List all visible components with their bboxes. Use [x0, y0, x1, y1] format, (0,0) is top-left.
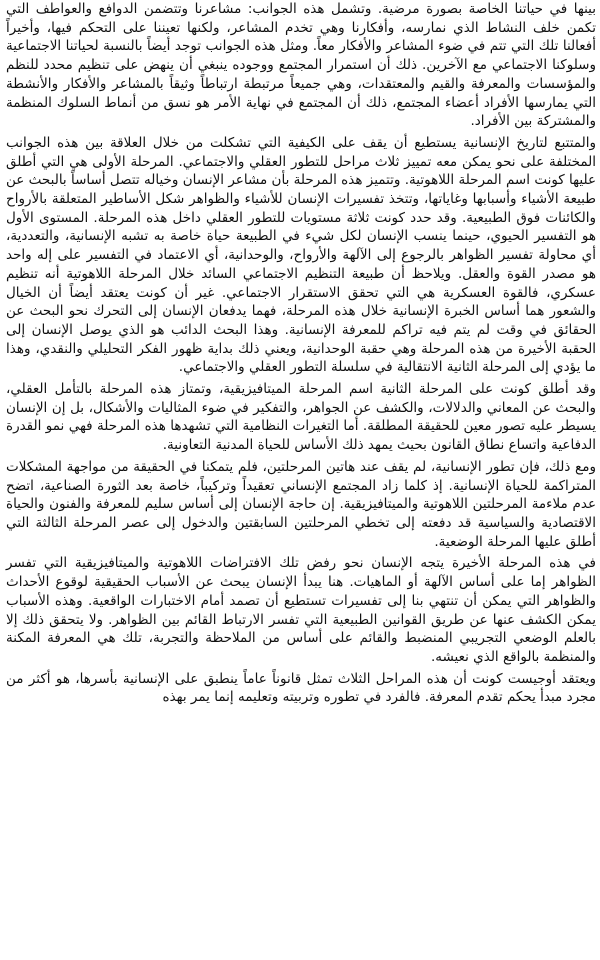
paragraph-theological-stage: والمتتبع لتاريخ الإنسانية يستطيع أن يقف على الكيفية التي تشكلت من خلال العلاقة بين هذه الجوانب المختلفة على نحو يمكن معه تمييز ثلاث مراحل للتطور العقلي والاجتماعي. المرحلة الأولى هي التي أطلق عليها كونت اسم المرحلة اللاهوتية. وتتميز هذه المرحلة بأن مشاعر الإنسان وخياله تتصل أساساً بالبحث عن طبيعة الأشياء وأسبابها وغاياتها، وتتخذ تفسيرات الإنسان للأشياء والظواهر شكل الأساطير المتعلقة بالأرواح والكائنات فوق الطبيعية. وقد حدد كونت ثلاثة مستويات للتطور العقلي داخل هذه المرحلة. المستوى الأول هو التفسير الحيوي، حينما ينسب الإنسان لكل شيء في الطبيعة حياة خاصة به تشبه الإنسانية، والتعددية، أي محاولة تفسير الظواهر بالرجوع إلى الآلهة والأرواح، والوحدانية، أي الاعتماد في التفسير على إله واحد هو مصدر القوة والعقل. ويلاحظ أن طبيعة التنظيم الاجتماعي السائد خلال المرحلة اللاهوتية أنه تنظيم عسكري، فالقوة العسكرية هي التي تحقق الاستقرار الاجتماعي. غير أن كونت يعتقد أيضاً أن الخيال والشعور هما أساس الخبرة الإنسانية خلال هذه المرحلة، فهما يدفعان الإنسان إلى التحرك نحو البحث عن الحقائق في وقت لم يتم فيه تراكم للمعرفة الإنسانية. وهذا البحث الدائب هو الذي يوصل الإنسان إلى الحقبة الأخيرة من هذه المرحلة وهي حقبة الوحدانية، ويعني ذلك بداية ظهور الفكر التحليلي والنقدي، وهذا ما يؤدي إلى المرحلة الثانية الانتقالية في سلسلة التطور العقلي والاجتماعي. — [6, 134, 596, 376]
paragraph-positive-stage: في هذه المرحلة الأخيرة يتجه الإنسان نحو رفض تلك الافتراضات اللاهوتية والميتافيزيقية التي تفسر الظواهر إما على أساس الآلهة أو الماهيات. هنا يبدأ الإنسان يبحث عن الأسباب الحقيقية لوقوع الأحداث والظواهر التي يمكن أن تنتهي بنا إلى تفسيرات تستطيع أن تصمد أمام الاختبارات الواقعية. وهذه الأسباب يمكن الكشف عنها عن طريق القوانين الطبيعية التي تفسر الارتباط القائم بين الظواهر. ولا يتحقق ذلك إلا بالعلم الوضعي التجريبي المنضبط والقائم على أساس من الملاحظة والتجربة، تلك هي المعرفة المكنة والمنظمة بالواقع الذي نعيشه. — [6, 555, 596, 665]
paragraph-transition: ومع ذلك، فإن تطور الإنسانية، لم يقف عند هاتين المرحلتين، فلم يتمكنا في الحقيقة من مواجهة المشكلات المتراكمة للحياة الإنسانية. إذ كلما زاد المجتمع الإنساني تعقيداً وتركيباً، خاصة بعد الثورة الصناعية، اتضح عدم ملاءمة المرحلتين اللاهوتية والميتافيزيقية. إن حاجة الإنسان إلى أساس سليم للمعرفة والفنون والحياة الاقتصادية والسياسية قد دفعته إلى تخطي المرحلتين السابقتين والدخول إلى عصر المرحلة الثالثة التي أطلق عليها المرحلة الوضعية. — [6, 458, 596, 550]
paragraph-metaphysical-stage: وقد أطلق كونت على المرحلة الثانية اسم المرحلة الميتافيزيقية، وتمتاز هذه المرحلة بالتأمل العقلي، والبحث عن المعاني والدلالات، والكشف عن الجواهر، والتفكير في ضوء المثاليات والأشكال، بل إن الإنسان يسيطر عليه تصور معين للحقيقة المطلقة. أما التغيرات النظامية التي تشهدها هذه المرحلة فهي نمو القدرة الدفاعية واتساع نطاق القانون بحيث يمهد ذلك الأساس للحياة المدنية التعاونية. — [6, 381, 596, 454]
paragraph-general-law: ويعتقد أوجيست كونت أن هذه المراحل الثلاث تمثل قانوناً عاماً ينطبق على الإنسانية بأسرها، هو أكثر من مجرد مبدأ يحكم تقدم المعرفة. فالفرد في تطوره وتربيته وتعليمه إنما يمر بهذه — [6, 670, 596, 706]
paragraph-intro: بينها في حياتنا الخاصة بصورة مرضية. وتشمل هذه الجوانب: مشاعرنا وتتضمن الدوافع والعواطف التي تكمن خلف النشاط الذي نمارسه، وأفكارنا وهي تخدم المشاعر، ولكنها تعيننا على التحكم فيها، وأخيراً أفعالنا تلك التي تتم في ضوء المشاعر والأفكار معاً. ومثل هذه الجوانب توجد أيضاً بالنسبة لحياتنا الاجتماعية وسلوكنا الاجتماعي مع الآخرين. ذلك أن استمرار المجتمع ووجوده ينبغي أن ينهض على تنظيم محدد للنظم والمؤسسات والمعرفة والقيم والمعتقدات، وهي جميعاً مرتبطة ارتباطاً وثيقاً بالمشاعر والأفكار والأنشطة التي يمارسها الأفراد أعضاء المجتمع، ذلك أن المجتمع في نهاية الأمر هو نسق من أنماط السلوك المنظمة والمشتركة بين الأفراد. — [6, 1, 596, 130]
